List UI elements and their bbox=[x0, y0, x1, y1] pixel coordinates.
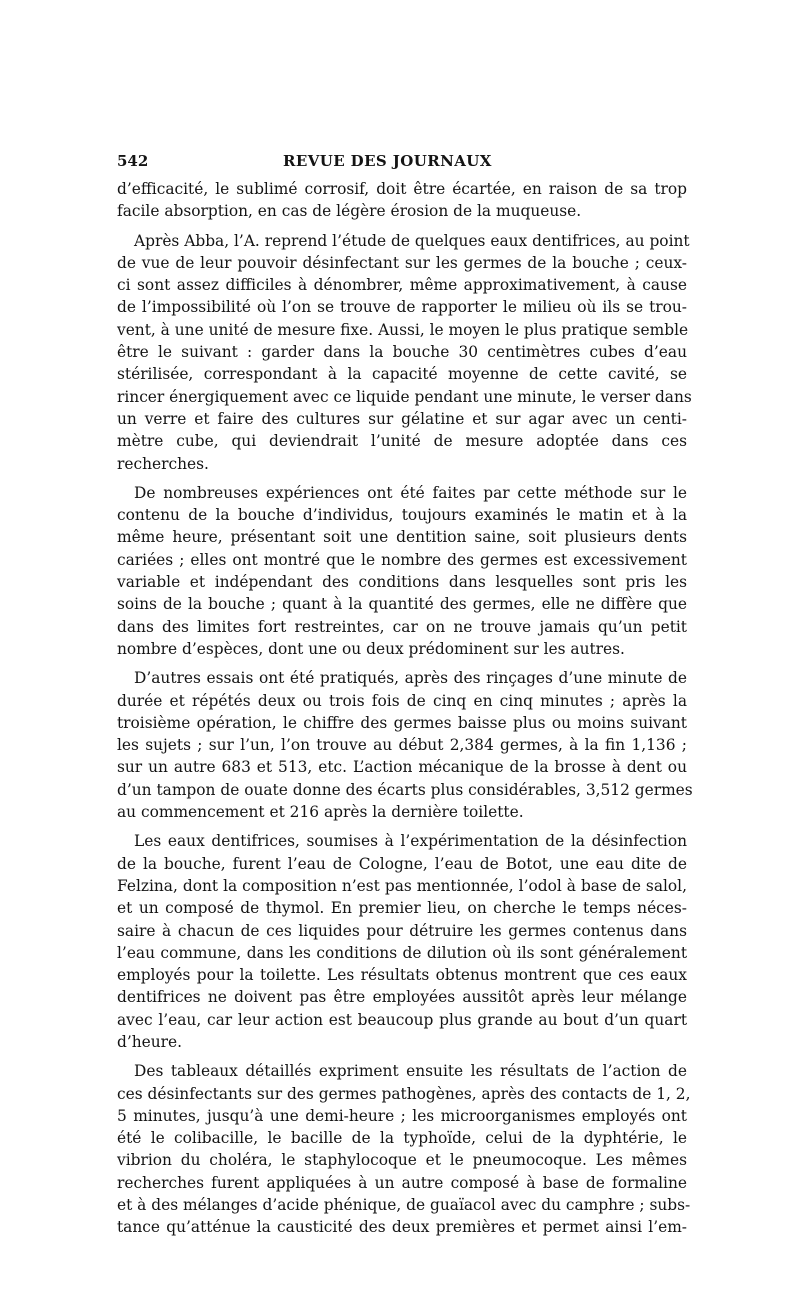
text-line: saire à chacun de ces liquides pour détruire les germes contenus dans bbox=[117, 921, 687, 940]
paragraph-1 bbox=[117, 178, 687, 223]
text-line: mètre cube, qui deviendrait l’unité de mesure adoptée dans ces bbox=[117, 432, 687, 451]
paragraph-4 bbox=[117, 667, 693, 823]
text-line: troisième opération, le chiffre des germes baisse plus ou moins suivant bbox=[117, 713, 687, 732]
text-line: avec l’eau, car leur action est beaucoup plus grande au bout d’un quart bbox=[117, 1010, 687, 1029]
text-line: nombre d’espèces, dont une ou deux prédominent sur les autres. bbox=[117, 639, 625, 658]
text-line: et à des mélanges d’acide phénique, de guaïacol avec du camphre ; subs- bbox=[117, 1196, 691, 1215]
text-line: même heure, présentant soit une dentition saine, soit plusieurs dents bbox=[117, 528, 687, 547]
text-line: de la bouche, furent l’eau de Cologne, l’eau de Botot, une eau dite de bbox=[117, 854, 687, 873]
text-line: tance qu’atténue la causticité des deux premières et permet ainsi l’em- bbox=[117, 1218, 687, 1237]
text-line: facile absorption, en cas de légère érosion de la muqueuse. bbox=[117, 202, 582, 221]
text-line: Des tableaux détaillés expriment ensuite les résultats de l’action de bbox=[134, 1062, 687, 1081]
text-line: stérilisée, correspondant à la capacité moyenne de cette cavité, se bbox=[117, 365, 687, 384]
text-line: Les eaux dentifrices, soumises à l’expérimentation de la désinfection bbox=[134, 832, 687, 851]
text-line: dans des limites fort restreintes, car on ne trouve jamais qu’un petit bbox=[117, 617, 687, 636]
text-line: au commencement et 216 après la dernière toilette. bbox=[117, 803, 524, 822]
text-line: durée et répétés deux ou trois fois de cinq en cinq minutes ; après la bbox=[117, 691, 687, 710]
text-line: dentifrices ne doivent pas être employées aussitôt après leur mélange bbox=[117, 988, 687, 1007]
paragraph-5 bbox=[117, 830, 687, 1053]
text-line: employés pour la toilette. Les résultats obtenus montrent que ces eaux bbox=[117, 966, 687, 985]
text-line: sur un autre 683 et 513, etc. L’action mécanique de la brosse à dent ou bbox=[117, 758, 687, 777]
text-line: D’autres essais ont été pratiqués, après des rinçages d’une minute de bbox=[134, 669, 687, 688]
text-line: l’eau commune, dans les conditions de dilution où ils sont généralement bbox=[117, 943, 687, 962]
text-line: les sujets ; sur l’un, l’on trouve au début 2,384 germes, à la fin 1,136 ; bbox=[117, 736, 687, 755]
running-title: REVUE DES JOURNAUX bbox=[283, 152, 492, 170]
text-line: Après Abba, l’A. reprend l’étude de quelques eaux dentifrices, au point bbox=[134, 231, 690, 250]
text-line: recherches. bbox=[117, 454, 209, 473]
running-header bbox=[117, 152, 687, 174]
text-line: et un composé de thymol. En premier lieu, on cherche le temps néces- bbox=[117, 899, 687, 918]
text-line: de vue de leur pouvoir désinfectant sur les germes de la bouche ; ceux- bbox=[117, 253, 687, 272]
paragraph-6 bbox=[117, 1060, 691, 1238]
text-line: de l’impossibilité où l’on se trouve de rapporter le milieu où ils se trou- bbox=[117, 298, 687, 317]
text-line: Felzina, dont la composition n’est pas mentionnée, l’odol à base de salol, bbox=[117, 876, 687, 895]
text-line: De nombreuses expériences ont été faites par cette méthode sur le bbox=[134, 483, 687, 502]
text-line: ci sont assez difficiles à dénombrer, même approximativement, à cause bbox=[117, 276, 687, 295]
page-number: 542 bbox=[117, 152, 149, 170]
text-line: ces désinfectants sur des germes pathogènes, après des contacts de 1, 2, bbox=[117, 1084, 691, 1103]
text-line: d’efficacité, le sublimé corrosif, doit être écartée, en raison de sa trop bbox=[117, 180, 687, 198]
paragraph-2 bbox=[117, 230, 692, 475]
text-line: variable et indépendant des conditions dans lesquelles sont pris les bbox=[117, 573, 687, 592]
text-line: être le suivant : garder dans la bouche 30 centimètres cubes d’eau bbox=[117, 343, 687, 362]
text-line: été le colibacille, le bacille de la typhoïde, celui de la dyphtérie, le bbox=[117, 1129, 687, 1148]
document-page bbox=[117, 152, 693, 1239]
text-line: vibrion du choléra, le staphylocoque et le pneumocoque. Les mêmes bbox=[117, 1151, 687, 1170]
text-line: vent, à une unité de mesure fixe. Aussi, le moyen le plus pratique semble bbox=[117, 320, 689, 339]
text-line: soins de la bouche ; quant à la quantité des germes, elle ne diffère que bbox=[117, 595, 687, 614]
text-line: cariées ; elles ont montré que le nombre des germes est excessivement bbox=[117, 550, 687, 569]
text-line: rincer énergiquement avec ce liquide pendant une minute, le verser dans bbox=[117, 387, 692, 406]
text-line: recherches furent appliquées à un autre composé à base de formaline bbox=[117, 1173, 687, 1192]
text-line: un verre et faire des cultures sur gélatine et sur agar avec un centi- bbox=[117, 409, 687, 428]
text-line: d’heure. bbox=[117, 1032, 183, 1051]
text-line: d’un tampon de ouate donne des écarts plus considérables, 3,512 germes bbox=[117, 780, 693, 799]
text-line: contenu de la bouche d’individus, toujours examinés le matin et à la bbox=[117, 506, 687, 525]
paragraph-3 bbox=[117, 482, 687, 660]
text-line: 5 minutes, jusqu’à une demi-heure ; les microorganismes employés ont bbox=[117, 1106, 687, 1125]
